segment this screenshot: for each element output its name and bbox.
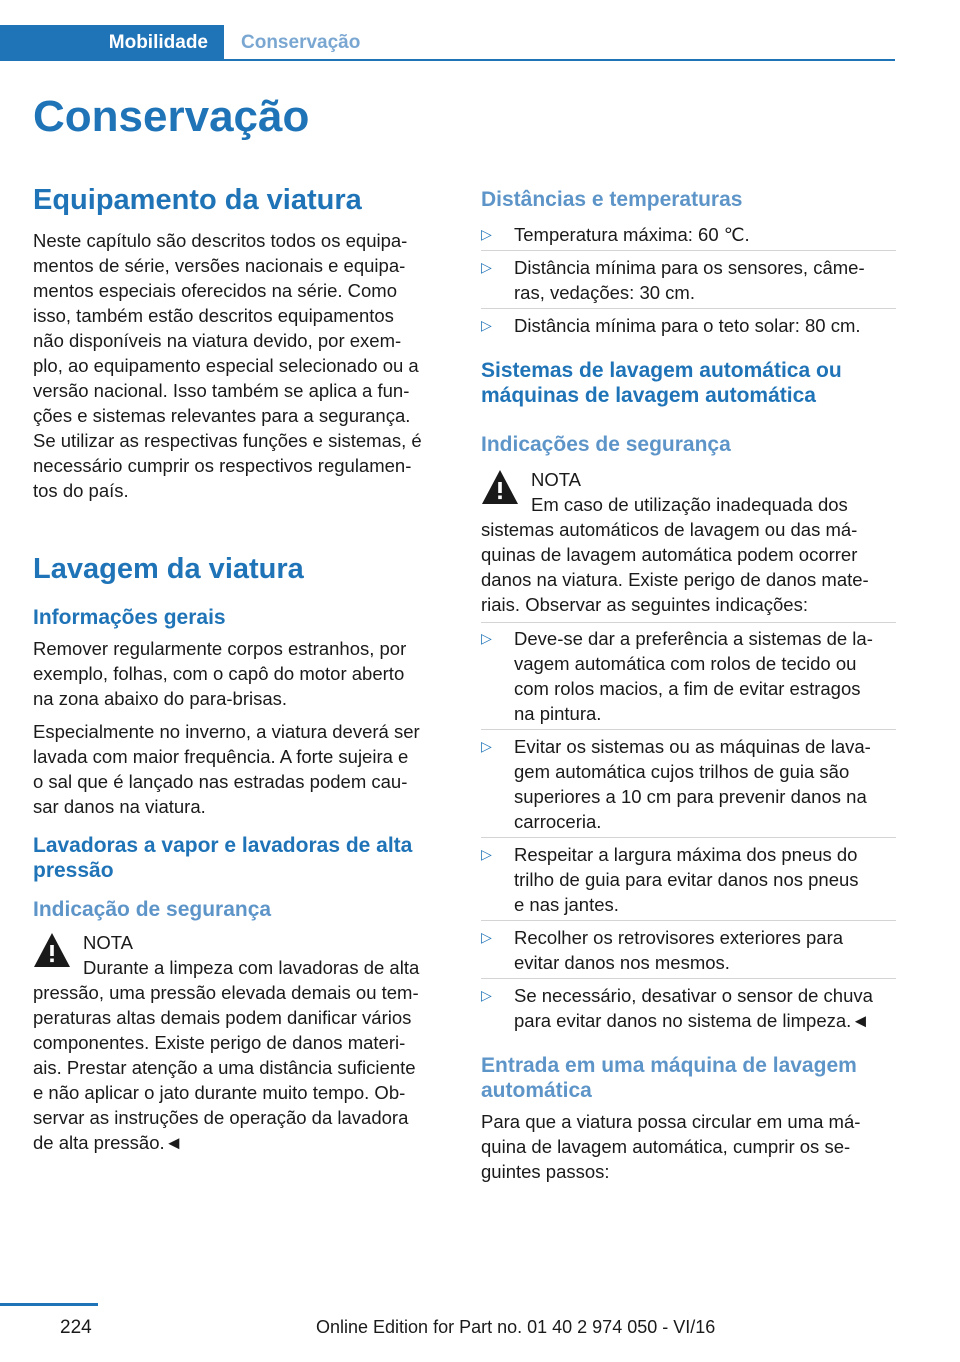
text-line: necessário cumprir os respectivos regulamen‐ [33, 455, 412, 476]
text-line: e não aplicar o jato durante muito tempo. Ob‐ [33, 1082, 406, 1103]
text-line: na pintura. [514, 703, 602, 724]
text-line: Evitar os sistemas ou as máquinas de lava‐ [514, 736, 871, 757]
text-line: Remover regularmente corpos estranhos, por [33, 638, 407, 659]
text-line: versão nacional. Isso também se aplica a fun‐ [33, 380, 410, 401]
text-line: riais. Observar as seguintes indicações: [481, 594, 808, 615]
text-line: na zona abaixo do para-brisas. [33, 688, 288, 709]
text-line: carroceria. [514, 811, 602, 832]
footer-rule [0, 1303, 98, 1306]
text-line: Recolher os retrovisores exteriores para [514, 927, 844, 948]
warning-triangle-icon [33, 932, 71, 968]
text-line: danos na viatura. Existe perigo de danos mate‐ [481, 569, 869, 590]
list-item [481, 842, 896, 917]
text-line: Para que a viatura possa circular em uma má‐ [481, 1111, 861, 1132]
triangle-right-icon: ▷ [481, 317, 492, 333]
list-item [481, 626, 896, 726]
text-line: servar as instruções de operação da lavadora [33, 1107, 409, 1128]
text-line: ras, vedações: 30 cm. [514, 282, 695, 303]
text-line: não disponíveis na viatura devido, por exem‐ [33, 330, 402, 351]
text-line: Neste capítulo são descritos todos os equipa‐ [33, 230, 408, 251]
heading-line: Sistemas de lavagem automática ou [481, 359, 842, 382]
warning-note [33, 930, 448, 1155]
triangle-right-icon: ▷ [481, 987, 492, 1003]
text-line: ções e sistemas relevantes para a segurança. [33, 405, 411, 426]
warning-note-right [481, 467, 896, 617]
note-text [33, 980, 448, 1155]
heading-line: Lavadoras a vapor e lavadoras de alta [33, 834, 413, 857]
text-line: mentos de série, versões nacionais e equipa‐ [33, 255, 406, 276]
text-line: para evitar danos no sistema de limpeza.◄ [514, 1010, 870, 1031]
page-title: Conservação [33, 92, 310, 141]
text-line: sistemas automáticos de lavagem ou das má‐ [481, 519, 858, 540]
text-line: mentos especiais oferecidos na série. Como [33, 280, 398, 301]
text-line: vagem automática com rolos de tecido ou [514, 653, 857, 674]
warning-triangle-icon [481, 469, 519, 505]
steam-washer-heading [33, 833, 448, 883]
triangle-right-icon: ▷ [481, 846, 492, 862]
text-line: Durante a limpeza com lavadoras de alta [83, 957, 420, 978]
text-line: lavada com maior frequência. A forte sujeira e [33, 746, 409, 767]
text-line: plo, ao equipamento especial selecionado ou a [33, 355, 419, 376]
text-line: e nas jantes. [514, 894, 619, 915]
heading-line: Entrada em uma máquina de lavagem [481, 1054, 857, 1077]
text-line: ais. Prestar atenção a uma distância suficiente [33, 1057, 416, 1078]
left-column [33, 182, 448, 1155]
list-item [481, 983, 896, 1033]
edition-note: Online Edition for Part no. 01 40 2 974 050 - VI/16 [316, 1317, 716, 1337]
triangle-right-icon: ▷ [481, 630, 492, 646]
note-label: NOTA [83, 932, 134, 953]
distances-heading: Distâncias e temperaturas [481, 188, 743, 211]
general-paragraph-2 [33, 719, 448, 819]
list-item [481, 222, 896, 247]
text-line: de alta pressão.◄ [33, 1132, 183, 1153]
header-rule [224, 59, 895, 61]
note-text [481, 517, 896, 617]
list-item [481, 313, 896, 338]
text-line: Respeitar a largura máxima dos pneus do [514, 844, 858, 865]
text-line: Deve-se dar a preferência a sistemas de la‐ [514, 628, 873, 649]
text-line: peraturas altas demais podem danificar vários [33, 1007, 412, 1028]
tab-conservacao[interactable] [241, 25, 360, 61]
tab-mobilidade-label: Mobilidade [108, 32, 208, 53]
header-tabs [0, 25, 895, 61]
text-line: tos do país. [33, 480, 129, 501]
page-number: 224 [60, 1317, 92, 1338]
text-line: Se utilizar as respectivas funções e sistemas, é [33, 430, 422, 451]
equipment-paragraph [33, 228, 448, 503]
text-line: pressão, uma pressão elevada demais ou tem‐ [33, 982, 419, 1003]
note-label: NOTA [531, 469, 582, 490]
washing-heading: Lavagem da viatura [33, 553, 304, 585]
text-line: quinas de lavagem automática podem ocorrer [481, 544, 858, 565]
right-column [481, 182, 896, 1184]
general-paragraph-1 [33, 636, 448, 711]
text-line: sar danos na viatura. [33, 796, 206, 817]
text-line: componentes. Existe perigo de danos materi‐ [33, 1032, 406, 1053]
safety-notes-heading: Indicações de segurança [481, 433, 731, 456]
list-item [481, 734, 896, 834]
list-item [481, 255, 896, 305]
text-line: Distância mínima para os sensores, câme‐ [514, 257, 865, 278]
text-line: com rolos macios, a fim de evitar estragos [514, 678, 861, 699]
entry-paragraph [481, 1109, 896, 1184]
tab-mobilidade[interactable] [0, 25, 224, 61]
heading-line: máquinas de lavagem automática [481, 384, 816, 407]
automatic-wash-heading [481, 358, 896, 408]
heading-line: automática [481, 1079, 592, 1102]
text-line: guintes passos: [481, 1161, 610, 1182]
text-line: Temperatura máxima: 60 ℃. [514, 224, 750, 245]
text-line: gem automática cujos trilhos de guia são [514, 761, 850, 782]
text-line: o sal que é lançado nas estradas podem cau‐ [33, 771, 408, 792]
text-line: evitar danos nos mesmos. [514, 952, 730, 973]
text-line: Em caso de utilização inadequada dos [531, 494, 848, 515]
heading-line: pressão [33, 859, 114, 882]
list-item [481, 925, 896, 975]
text-line: exemplo, folhas, com o capô do motor aberto [33, 663, 405, 684]
equipment-heading: Equipamento da viatura [33, 184, 362, 216]
distances-list [481, 222, 896, 338]
text-line: trilho de guia para evitar danos nos pneus [514, 869, 859, 890]
triangle-right-icon: ▷ [481, 259, 492, 275]
text-line: superiores a 10 cm para prevenir danos na [514, 786, 867, 807]
care-list [481, 626, 896, 1033]
entry-heading [481, 1053, 896, 1103]
text-line: Se necessário, desativar o sensor de chuva [514, 985, 873, 1006]
triangle-right-icon: ▷ [481, 226, 492, 242]
text-line: isso, também estão descritos equipamentos [33, 305, 394, 326]
text-line: Distância mínima para o teto solar: 80 cm. [514, 315, 861, 336]
tab-conservacao-label: Conservação [241, 32, 361, 53]
text-line: Especialmente no inverno, a viatura deverá ser [33, 721, 420, 742]
safety-note-heading: Indicação de segurança [33, 898, 272, 921]
triangle-right-icon: ▷ [481, 738, 492, 754]
triangle-right-icon: ▷ [481, 929, 492, 945]
text-line: quina de lavagem automática, cumprir os se‐ [481, 1136, 851, 1157]
general-info-heading: Informações gerais [33, 606, 226, 629]
